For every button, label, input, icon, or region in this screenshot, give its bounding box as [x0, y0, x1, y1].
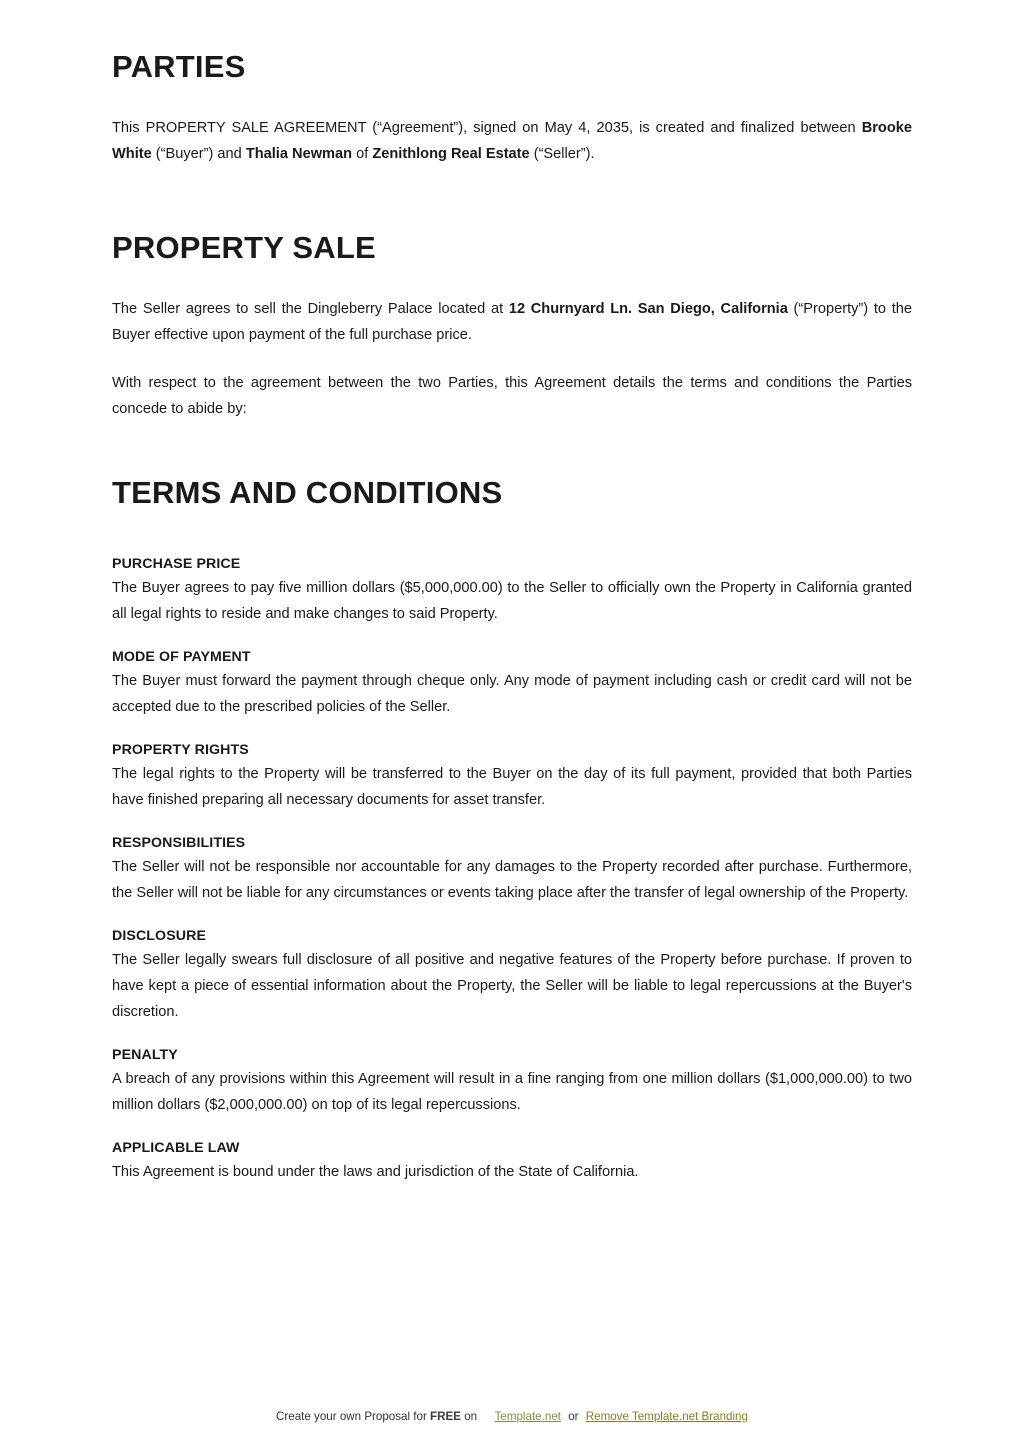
footer-lead-text: Create your own Proposal for: [276, 1410, 431, 1423]
clause-heading: PROPERTY RIGHTS: [112, 741, 249, 758]
property-sale-paragraph-2: With respect to the agreement between the two Parties, this Agreement details the terms and conditions the Parties concede to abide by:: [112, 375, 912, 418]
clause-item: [112, 928, 912, 1025]
clause-item: [112, 1047, 912, 1118]
clause-item: [112, 556, 912, 627]
clause-text: This Agreement is bound under the laws and jurisdiction of the State of California.: [112, 1163, 639, 1180]
document-body: [112, 48, 912, 1185]
footer-separator: or: [568, 1410, 579, 1423]
clause-heading: PURCHASE PRICE: [112, 555, 241, 572]
parties-paragraph: This PROPERTY SALE AGREEMENT (“Agreement”), signed on May 4, 2035, is created and finalized between Brooke White (“Buyer”) and Thalia Newman of Zenithlong Real Estate (“Seller”).: [112, 120, 912, 163]
clause-text: The Seller legally swears full disclosure of all positive and negative features of the Property before purchase. If proven to have kept a piece of essential information about the Property, the Seller will be liable to legal repercussions at the Buyer's discretion.: [112, 951, 912, 1020]
property-sale-paragraph-1: The Seller agrees to sell the Dingleberry Palace located at 12 Churnyard Ln. San Diego, California (“Property”) to the Buyer effective upon payment of the full purchase price.: [112, 301, 912, 344]
clause-item: [112, 1140, 912, 1185]
clause-item: [112, 742, 912, 813]
clause-heading: RESPONSIBILITIES: [112, 834, 246, 851]
footer-free-text: FREE: [430, 1410, 461, 1423]
clause-heading: PENALTY: [112, 1046, 178, 1063]
clause-text: The Seller will not be responsible nor accountable for any damages to the Property recorded after purchase. Furthermore, the Seller will not be liable for any circumstances or events taking place after the transfer of legal ownership of the Property.: [112, 858, 912, 901]
section-title-property-sale: PROPERTY SALE: [112, 230, 376, 266]
document-footer: [0, 1410, 1024, 1423]
clause-text: A breach of any provisions within this Agreement will result in a fine ranging from one million dollars ($1,000,000.00) to two million dollars ($2,000,000.00) on top of its legal repercussions.: [112, 1070, 912, 1113]
clause-text: The legal rights to the Property will be transferred to the Buyer on the day of its full payment, provided that both Parties have finished preparing all necessary documents for asset transfer.: [112, 765, 912, 808]
clause-heading: APPLICABLE LAW: [112, 1139, 240, 1156]
clause-list: [112, 556, 912, 1185]
section-title-terms-and-conditions: TERMS AND CONDITIONS: [112, 475, 503, 511]
clause-heading: MODE OF PAYMENT: [112, 648, 251, 665]
footer-on-text: on: [460, 1410, 478, 1423]
clause-text: The Buyer agrees to pay five million dollars ($5,000,000.00) to the Seller to officially own the Property in California granted all legal rights to reside and make changes to said Property.: [112, 579, 912, 622]
clause-heading: DISCLOSURE: [112, 927, 207, 944]
page-title: PARTIES: [112, 49, 246, 84]
clause-text: The Buyer must forward the payment through cheque only. Any mode of payment including cash or credit card will not be accepted due to the prescribed policies of the Seller.: [112, 672, 912, 715]
clause-item: [112, 649, 912, 720]
footer-template-link[interactable]: Template.net: [494, 1410, 561, 1423]
footer-remove-branding-link[interactable]: Remove Template.net Branding: [585, 1410, 748, 1423]
clause-item: [112, 835, 912, 906]
